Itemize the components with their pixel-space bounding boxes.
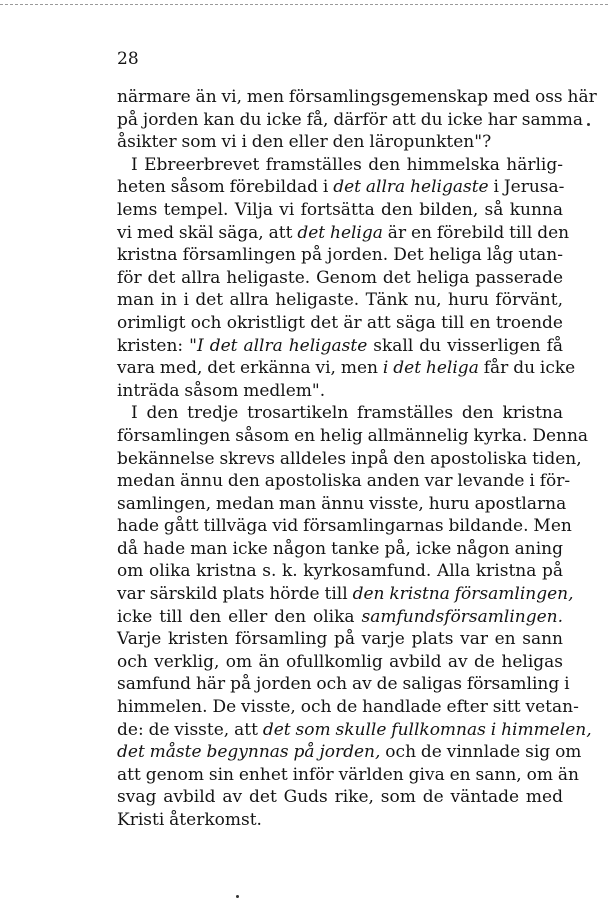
italic-phrase: det allra heligaste [333, 177, 489, 198]
text-line [117, 312, 563, 335]
page-number: 28 [117, 49, 139, 69]
text-run: är en förebild till den [382, 222, 570, 243]
text-line [117, 515, 572, 538]
text-line [117, 448, 582, 471]
text-run: på jorden kan du icke få, därför att du icke har samma [117, 109, 584, 130]
text-run: i Jerusa- [488, 177, 565, 198]
text-run: orimligt och okristligt det är att säga till en troende [117, 312, 563, 333]
text-line [117, 222, 570, 245]
text-line [117, 741, 582, 764]
text-line [117, 109, 584, 132]
text-line [117, 425, 589, 448]
italic-phrase: det måste begynnas på jorden, [117, 742, 381, 763]
text-run: inträda såsom medlem". [117, 380, 326, 401]
body-text [117, 86, 597, 832]
text-run: hade gått tillväga vid församlingarnas bildande. Men [117, 516, 572, 537]
text-run: de: de visste, att [117, 719, 263, 740]
text-run: samlingen, medan man ännu visste, huru apostlarna [117, 493, 567, 514]
print-speck [236, 895, 239, 898]
text-run: åsikter som vi i den eller den läropunkten"? [117, 132, 492, 153]
text-run: kristen: " [117, 335, 197, 356]
text-line [117, 267, 563, 290]
text-run: Kristi återkomst. [117, 810, 262, 830]
text-run: svag avbild av det Guds rike, som de väntade med [117, 787, 563, 808]
text-line [117, 244, 563, 267]
text-line [117, 86, 597, 109]
text-run: då hade man icke någon tanke på, icke någon aning [117, 538, 563, 559]
text-line [117, 583, 574, 606]
text-run: bekännelse skrevs alldeles inpå den apostoliska tiden, [117, 448, 582, 469]
italic-phrase: det som skulle fullkomnas i himmelen, [262, 719, 592, 740]
italic-phrase: det heliga [297, 222, 383, 243]
text-run: I den tredje trosartikeln framställes den kristna [131, 403, 563, 424]
text-line [117, 696, 579, 719]
text-run: heten såsom förebildad i [117, 177, 334, 198]
text-line [117, 719, 592, 742]
text-line [117, 402, 563, 425]
text-run: var särskild plats hörde till [117, 584, 353, 605]
text-line [117, 560, 563, 583]
text-line [117, 470, 571, 493]
text-line [117, 786, 563, 809]
text-line [117, 628, 563, 651]
text-run: om olika kristna s. k. kyrkosamfund. Alla kristna på [117, 561, 563, 582]
text-line [117, 131, 563, 154]
text-line [117, 764, 579, 787]
text-line [117, 673, 570, 696]
text-run: vi med skäl säga, att [117, 222, 298, 243]
text-run: församlingen såsom en helig allmännelig kyrka. Denna [117, 425, 589, 446]
text-line [117, 606, 563, 629]
text-run: himmelen. De visste, och de handlade efter sitt vetan- [117, 697, 579, 718]
text-run: icke till den eller den olika [117, 606, 362, 627]
text-line [117, 176, 563, 199]
text-run: lems tempel. Vilja vi fortsätta den bilden, så kunna [117, 199, 563, 220]
text-line [117, 335, 563, 358]
text-run: medan ännu den apostoliska anden var levande i för- [117, 471, 571, 492]
text-line [117, 380, 563, 403]
page-top-edge [0, 4, 608, 6]
text-run: och verklig, om än ofullkomlig avbild av de heligas [117, 651, 563, 672]
text-run: får du icke [478, 358, 576, 379]
text-line [117, 538, 563, 561]
text-run: närmare än vi, men församlingsgemenskap med oss här [117, 87, 597, 107]
text-line [117, 809, 563, 832]
text-line [117, 493, 567, 516]
text-run: man in i det allra heligaste. Tänk nu, huru förvänt, [117, 290, 563, 311]
italic-phrase: I det allra heligaste [196, 335, 368, 356]
print-speck [587, 123, 590, 126]
text-line [117, 289, 563, 312]
text-run: Varje kristen församling på varje plats var en sann [117, 629, 563, 650]
text-run: skall du visserligen få [367, 335, 563, 356]
text-run: samfund här på jorden och av de saligas församling i [117, 674, 570, 695]
italic-phrase: den kristna församlingen, [352, 584, 574, 605]
italic-phrase: samfundsförsamlingen. [361, 606, 563, 627]
text-run: för det allra heligaste. Genom det heliga passerade [117, 267, 563, 288]
text-line [117, 357, 576, 380]
text-run: och de vinnlade sig om [380, 742, 582, 763]
text-run: vara med, det erkänna vi, men [117, 358, 383, 379]
text-line [117, 651, 563, 674]
text-line [117, 154, 563, 177]
text-line [117, 199, 563, 222]
text-run: kristna församlingen på jorden. Det heliga låg utan- [117, 245, 563, 266]
text-run: I Ebreerbrevet framställes den himmelska härlig- [131, 154, 563, 175]
italic-phrase: i det heliga [382, 358, 479, 379]
text-run: att genom sin enhet inför världen giva en sann, om än [117, 764, 579, 785]
